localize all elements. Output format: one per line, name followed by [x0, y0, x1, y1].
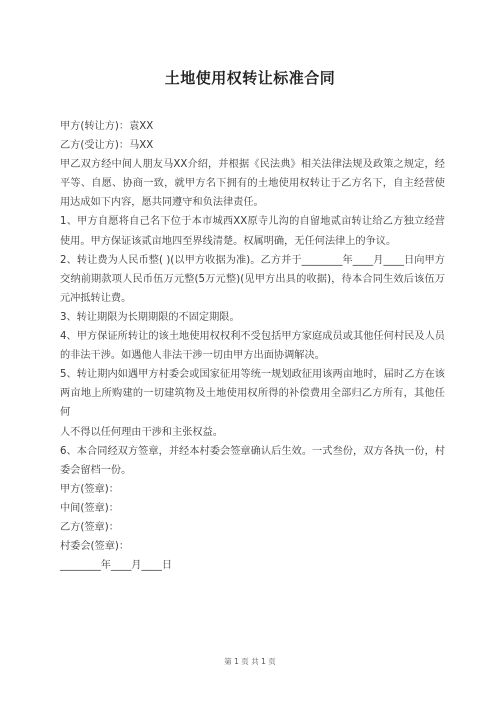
paragraph-clause-4: 4、甲方保证所转让的该土地使用权权利不受包括甲方家庭成员或其他任何村民及人员的非法干涉。如遇他人非法干涉一切由甲方出面协调解决。 [60, 331, 445, 362]
document-title: 土地使用权转让标准合同 [164, 69, 336, 87]
signature-date: ________年____月____日 [60, 560, 173, 572]
paragraph-clause-6: 6、本合同经双方签章，并经本村委会签章确认后生效。一式叁份，双方各执一份，村委会留档一份。 [60, 445, 445, 476]
paragraph-clause-5-cont: 人不得以任何理由干涉和主张权益。 [60, 426, 223, 438]
document-body [60, 117, 445, 575]
signature-intermediary: 中间(签章)： [60, 502, 119, 514]
paragraph-party-a: 甲方(转让方)：袁XX [60, 121, 154, 132]
paragraph-clause-5: 5、转让期内如遇甲方村委会或国家征用等统一规划政征用该两亩地时，届时乙方在该两亩地上所购建的一切建筑物及土地使用权所得的补偿费用全部归乙方所有，其他任何 [60, 369, 445, 419]
signature-party-a: 甲方(签章)： [60, 483, 119, 495]
signature-party-b: 乙方(签章)： [60, 521, 119, 533]
paragraph-clause-3: 3、转让期限为长期期限的不固定期限。 [60, 311, 240, 323]
paragraph-party-b: 乙方(受让方)：马XX [60, 140, 154, 152]
paragraph-clause-1: 1、甲方自愿将自己名下位于本市城西XX原寺儿沟的自留地贰亩转让给乙方独立经营使用。甲方保证该贰亩地四至界线清楚。权属明确，无任何法律上的争议。 [60, 216, 445, 247]
page-footer: 第 1 页 共 1 页 [224, 657, 276, 666]
paragraph-preamble: 甲乙双方经中间人朋友马XX介绍，并根据《民法典》相关法律法规及政策之规定，经平等、自愿、协商一致，就甲方名下拥有的土地使用权转让于乙方名下，自主经营使用达成如下内容，愿共同遵守和负法律责任。 [60, 159, 445, 209]
signature-village-committee: 村委会(签章)： [60, 541, 130, 553]
paragraph-clause-2: 2、转让费为人民币整( )(以甲方收据为准)。乙方并于________年____月____日向甲方交纳前期款项人民币伍万元整(5万元整)(见甲方出具的收据)，待本合同生效后该伍万元冲抵转让费。 [60, 254, 445, 304]
